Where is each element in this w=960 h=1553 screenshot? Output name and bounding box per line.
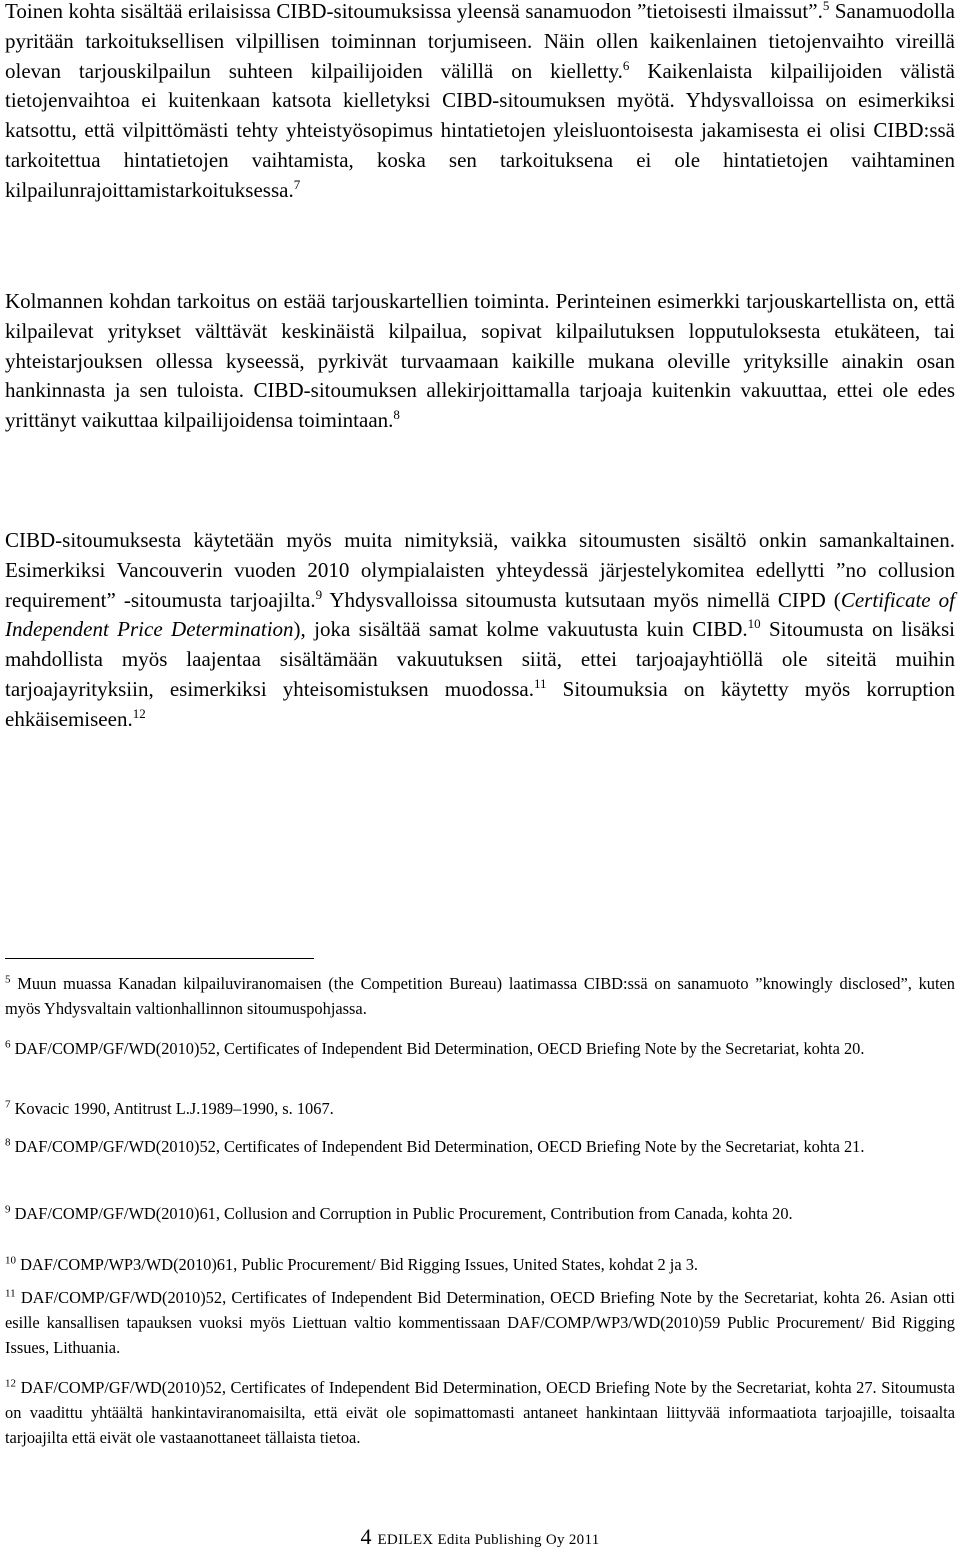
footnote-6 <box>5 1036 955 1061</box>
footnote-number: 10 <box>5 1254 16 1267</box>
footnote-text: DAF/COMP/GF/WD(2010)52, Certificates of Independent Bid Determination, OECD Briefing Note by the Secretariat, kohta 21. <box>10 1137 865 1156</box>
footnote-number: 7 <box>5 1098 11 1111</box>
paragraph-text: Sitoumusta on lisäksi mahdollista myös laajentaa sisältämään vakuutuksen siitä, ettei tarjoajayhtiöllä ole siteitä muihin tarjoajayrityksiin, esimerkiksi yhteisomistuksen muodossa. <box>5 617 956 701</box>
footnote-ref-11[interactable]: 11 <box>534 675 547 691</box>
footnote-text: DAF/COMP/GF/WD(2010)52, Certificates of Independent Bid Determination, OECD Briefing Note by the Secretariat, kohta 26. Asian otti esille kansallisen tapauksen vuoksi myös Liettuan valtio kommentissaan DAF/COMP/WP3/WD(2010)59 Public Procurement/ Bid Rigging Issues, Lithuania. <box>5 1288 955 1357</box>
page-footer <box>0 1524 960 1553</box>
footnote-11 <box>5 1285 955 1360</box>
paragraph-text: ), joka sisältää samat kolme vakuutusta kuin CIBD. <box>293 617 748 642</box>
footnote-text: Muun muassa Kanadan kilpailuviranomaisen (the Competition Bureau) laatimassa CIBD:ssä on sanamuoto ”knowingly disclosed”, kuten myös Yhdysvaltain valtionhallinnon sitoumuspohjassa. <box>5 974 955 1018</box>
footnote-number: 12 <box>5 1377 16 1390</box>
paragraph-text: Kolmannen kohdan tarkoitus on estää tarjouskartellien toiminta. Perinteinen esimerkki tarjouskartellista on, että kilpailevat yritykset välttävät keskinäistä kilpailua, sopivat kilpailutuksen lopputuloksesta etukäteen, tai yhteistarjouksen ollessa kyseessä, pyrkivät turvaamaan kaikille mukana oleville yrityksille ainakin osan hankinnasta ja sen tuloista. CIBD-sitoumuksen allekirjoittamalla tarjoaja kuitenkin vakuuttaa, ettei ole edes yrittänyt vaikuttaa kilpailijoidensa toimintaan. <box>5 289 955 433</box>
emphasized-term: Certificate of Independent Price Determination <box>5 587 956 642</box>
footnote-9 <box>5 1201 955 1226</box>
footnote-text: DAF/COMP/WP3/WD(2010)61, Public Procurement/ Bid Rigging Issues, United States, kohdat 2 ja 3. <box>16 1255 698 1274</box>
footnote-separator <box>5 958 314 959</box>
paragraph-text: Sanamuodolla pyritään tarkoituksellisen vilpillisen toiminnan torjumiseen. Näin ollen kaikenlainen tietojenvaihto vireillä olevan tarjouskilpailun suhteen kilpailijoiden välillä on kielletty. <box>5 0 955 83</box>
footnote-text: DAF/COMP/GF/WD(2010)52, Certificates of Independent Bid Determination, OECD Briefing Note by the Secretariat, kohta 27. Sitoumusta on vaadittu yhtäältä hankintaviranomaisilta, että eivät ole sopimattomasti antaneet hankintaan liittyvää informaatiota tarjoajille, toisaalta tarjoajilta että eivät ole vastaanottaneet tällaista tietoa. <box>5 1378 955 1447</box>
footnote-number: 8 <box>5 1136 11 1149</box>
paragraph-text: Kaikenlaista kilpailijoiden välistä tietojenvaihtoa ei kuitenkaan katsota kielletyksi CIBD-sitoumuksen myötä. Yhdysvalloissa on esimerkiksi katsottu, että vilpittömästi tehty yhteistyösopimus hintatietojen yleisluontoisesta jakamisesta ei olisi CIBD:ssä tarkoitettua hintatietojen vaihtamista, koska sen tarkoituksena ei ole hintatietojen vaihtaminen kilpailunrajoittamistarkoituksessa. <box>5 58 955 202</box>
footnote-ref-7[interactable]: 7 <box>293 176 301 192</box>
footnote-ref-9[interactable]: 9 <box>315 586 323 602</box>
footnote-ref-5[interactable]: 5 <box>822 0 830 13</box>
footnote-ref-10[interactable]: 10 <box>747 616 761 632</box>
paragraph-text: Sitoumuksia on käytetty myös korruption ehkäisemiseen. <box>5 676 955 731</box>
page-number: 4 <box>360 1524 372 1549</box>
footnote-ref-6[interactable]: 6 <box>622 57 630 73</box>
footnote-12 <box>5 1375 955 1450</box>
footnote-number: 5 <box>5 973 11 986</box>
publisher-credit: EDILEX Edita Publishing Oy 2011 <box>377 1532 600 1548</box>
footnote-number: 6 <box>5 1038 11 1051</box>
footnote-5 <box>5 971 955 1021</box>
footnote-number: 9 <box>5 1203 11 1216</box>
footnote-number: 11 <box>5 1287 16 1300</box>
footnote-7 <box>5 1096 955 1121</box>
footnote-text: DAF/COMP/GF/WD(2010)61, Collusion and Corruption in Public Procurement, Contribution from Canada, kohta 20. <box>10 1204 793 1223</box>
footnote-ref-12[interactable]: 12 <box>132 705 146 721</box>
footnote-text: Kovacic 1990, Antitrust L.J.1989–1990, s. 1067. <box>10 1099 334 1118</box>
paragraph-text: Yhdysvalloissa sitoumusta kutsutaan myös nimellä CIPD ( <box>322 587 841 612</box>
paragraph-text: CIBD-sitoumuksesta käytetään myös muita nimityksiä, vaikka sitoumusten sisältö onkin samankaltainen. Esimerkiksi Vancouverin vuoden 2010 olympialaisten yhteydessä järjestelykomitea edellytti ”no collusion requirement” -sitoumusta tarjoajilta. <box>5 528 955 612</box>
paragraph-text: Toinen kohta sisältää erilaisissa CIBD-sitoumuksissa yleensä sanamuodon ”tietoisesti ilmaissut”. <box>5 0 823 23</box>
body-paragraph-1 <box>5 0 955 206</box>
footnote-8 <box>5 1134 955 1159</box>
body-paragraph-2 <box>5 287 955 436</box>
footnote-10 <box>5 1252 955 1277</box>
footnote-ref-8[interactable]: 8 <box>393 407 400 423</box>
body-paragraph-3 <box>5 526 955 735</box>
footnote-text: DAF/COMP/GF/WD(2010)52, Certificates of Independent Bid Determination, OECD Briefing Note by the Secretariat, kohta 20. <box>10 1039 865 1058</box>
